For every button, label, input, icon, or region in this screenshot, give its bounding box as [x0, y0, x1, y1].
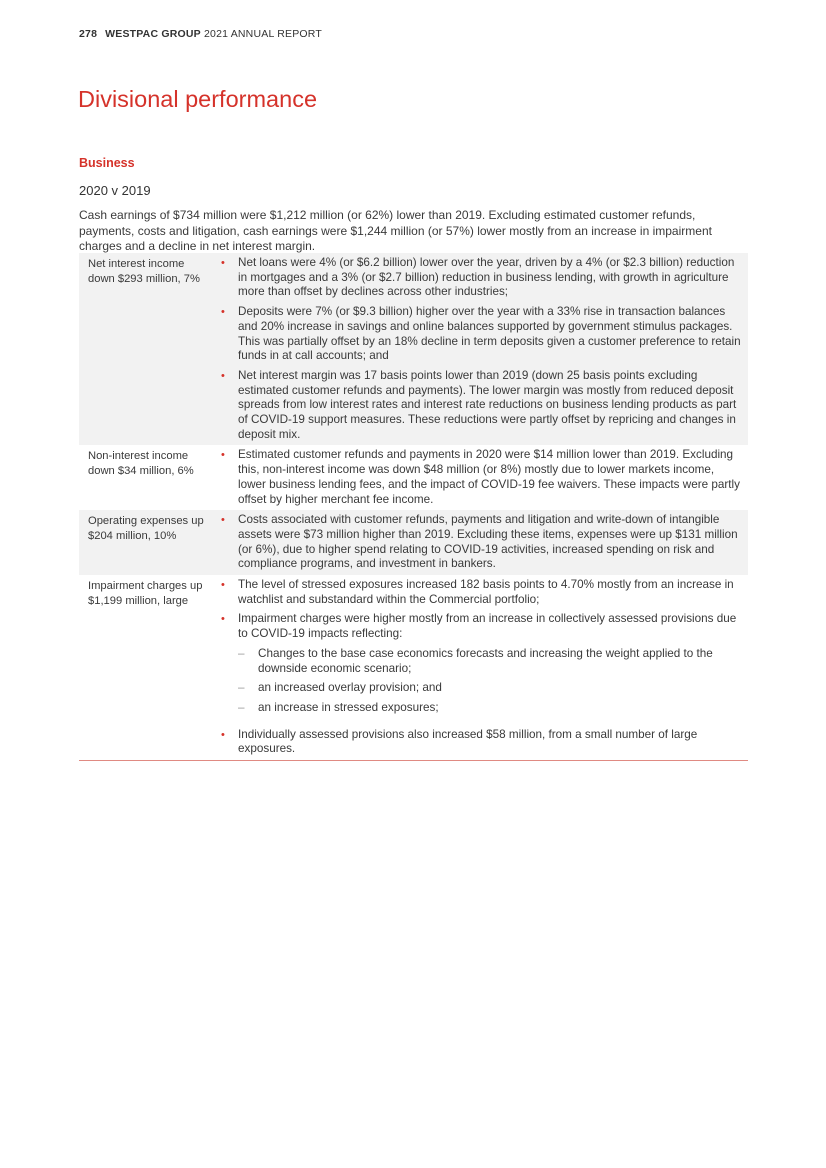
- bullet-point: • Net loans were 4% (or $6.2 billion) lower over the year, driven by a 4% (or $2.3 billion) reduction in mortgages and a 3% (or $2.7 billion) reduction in business lending, with growth in agriculture more than offset by declines across other industries;: [221, 256, 735, 299]
- bullet-icon: •: [221, 514, 225, 527]
- section-heading: Business: [79, 156, 135, 170]
- dash-subpoint: – Changes to the base case economics forecasts and increasing the weight applied to the downside economic scenario;: [238, 646, 713, 675]
- bullet-icon: •: [221, 613, 225, 626]
- row-label: Operating expenses up $204 million, 10%: [88, 515, 204, 542]
- table-row: [79, 575, 748, 760]
- bullet-point: • Impairment charges were higher mostly from an increase in collectively assessed provisions due to COVID-19 impacts reflecting:: [221, 612, 737, 641]
- row-points: [212, 575, 748, 760]
- dash-subpoint: – an increased overlay provision; and: [238, 681, 442, 695]
- bullet-point: • Net interest margin was 17 basis points lower than 2019 (down 25 basis points excluding estimated customer refunds and payments). The lower margin was mostly from reduced deposit spreads from low interest rates and interest rate reductions on business lending products as part of COVID-19 support measures. These reductions were partly offset by repricing and changes in deposit mix.: [221, 368, 737, 441]
- dash-icon: –: [238, 681, 245, 695]
- row-label: Impairment charges up $1,199 million, large: [88, 580, 203, 607]
- company-name: WESTPAC GROUP: [105, 28, 201, 40]
- bullet-icon: •: [221, 449, 225, 462]
- bullet-icon: •: [221, 728, 225, 741]
- row-points: [212, 445, 748, 510]
- dash-icon: –: [238, 700, 245, 714]
- bullet-point: • The level of stressed exposures increased 182 basis points to 4.70% mostly from an increase in watchlist and substandard within the Commercial portfolio;: [221, 578, 734, 606]
- row-points: [212, 510, 748, 575]
- table-row: [79, 253, 748, 445]
- table-row: [79, 445, 748, 510]
- bullet-point: • Individually assessed provisions also increased $58 million, from a small number of large exposures.: [221, 727, 698, 756]
- intro-paragraph: Cash earnings of $734 million were $1,212 million (or 62%) lower than 2019. Excluding estimated customer refunds, payments, costs and litigation, cash earnings were $1,244 million (or 57%) lower mostly from an increase in impairment charges and a decline in net interest margin.: [79, 208, 712, 253]
- bullet-icon: •: [221, 306, 225, 319]
- table-row: [79, 510, 748, 575]
- bullet-point: • Deposits were 7% (or $9.3 billion) higher over the year with a 33% rise in transaction balances and 20% increase in savings and online balances supported by government stimulus packages. This was partially offset by an 18% decline in term deposits given a customer preference to retain funds in at call accounts; and: [221, 305, 741, 363]
- row-label: Non-interest income down $34 million, 6%: [88, 450, 194, 477]
- page-header: [79, 28, 322, 40]
- page-title: Divisional performance: [78, 86, 318, 112]
- row-points: [212, 253, 748, 445]
- bullet-icon: •: [221, 257, 225, 269]
- bullet-point: • Estimated customer refunds and payments in 2020 were $14 million lower than 2019. Excluding this, non-interest income was down $48 million (or 8%) mostly due to lower markets income, lower business lending fees, and the impact of COVID-19 fee waivers. These impacts were partly offset by higher merchant fee income.: [221, 448, 740, 506]
- dash-icon: –: [238, 646, 245, 660]
- row-label: Net interest income down $293 million, 7%: [88, 258, 200, 285]
- performance-table: [79, 253, 748, 761]
- comparison-subheading: 2020 v 2019: [79, 183, 151, 198]
- bullet-icon: •: [221, 369, 225, 382]
- bullet-point: • Costs associated with customer refunds, payments and litigation and write-down of intangible assets were $73 million higher than 2019. Excluding these items, expenses were up $131 million (or 6%), due to higher spend relating to COVID-19 activities, increased spending on risk and compliance programs, and investment in bankers.: [221, 513, 738, 571]
- table-bottom-rule: [79, 760, 748, 761]
- page-number: 278: [79, 28, 98, 40]
- bullet-icon: •: [221, 579, 225, 592]
- report-name: 2021 ANNUAL REPORT: [204, 28, 322, 40]
- dash-subpoint: – an increase in stressed exposures;: [238, 700, 439, 714]
